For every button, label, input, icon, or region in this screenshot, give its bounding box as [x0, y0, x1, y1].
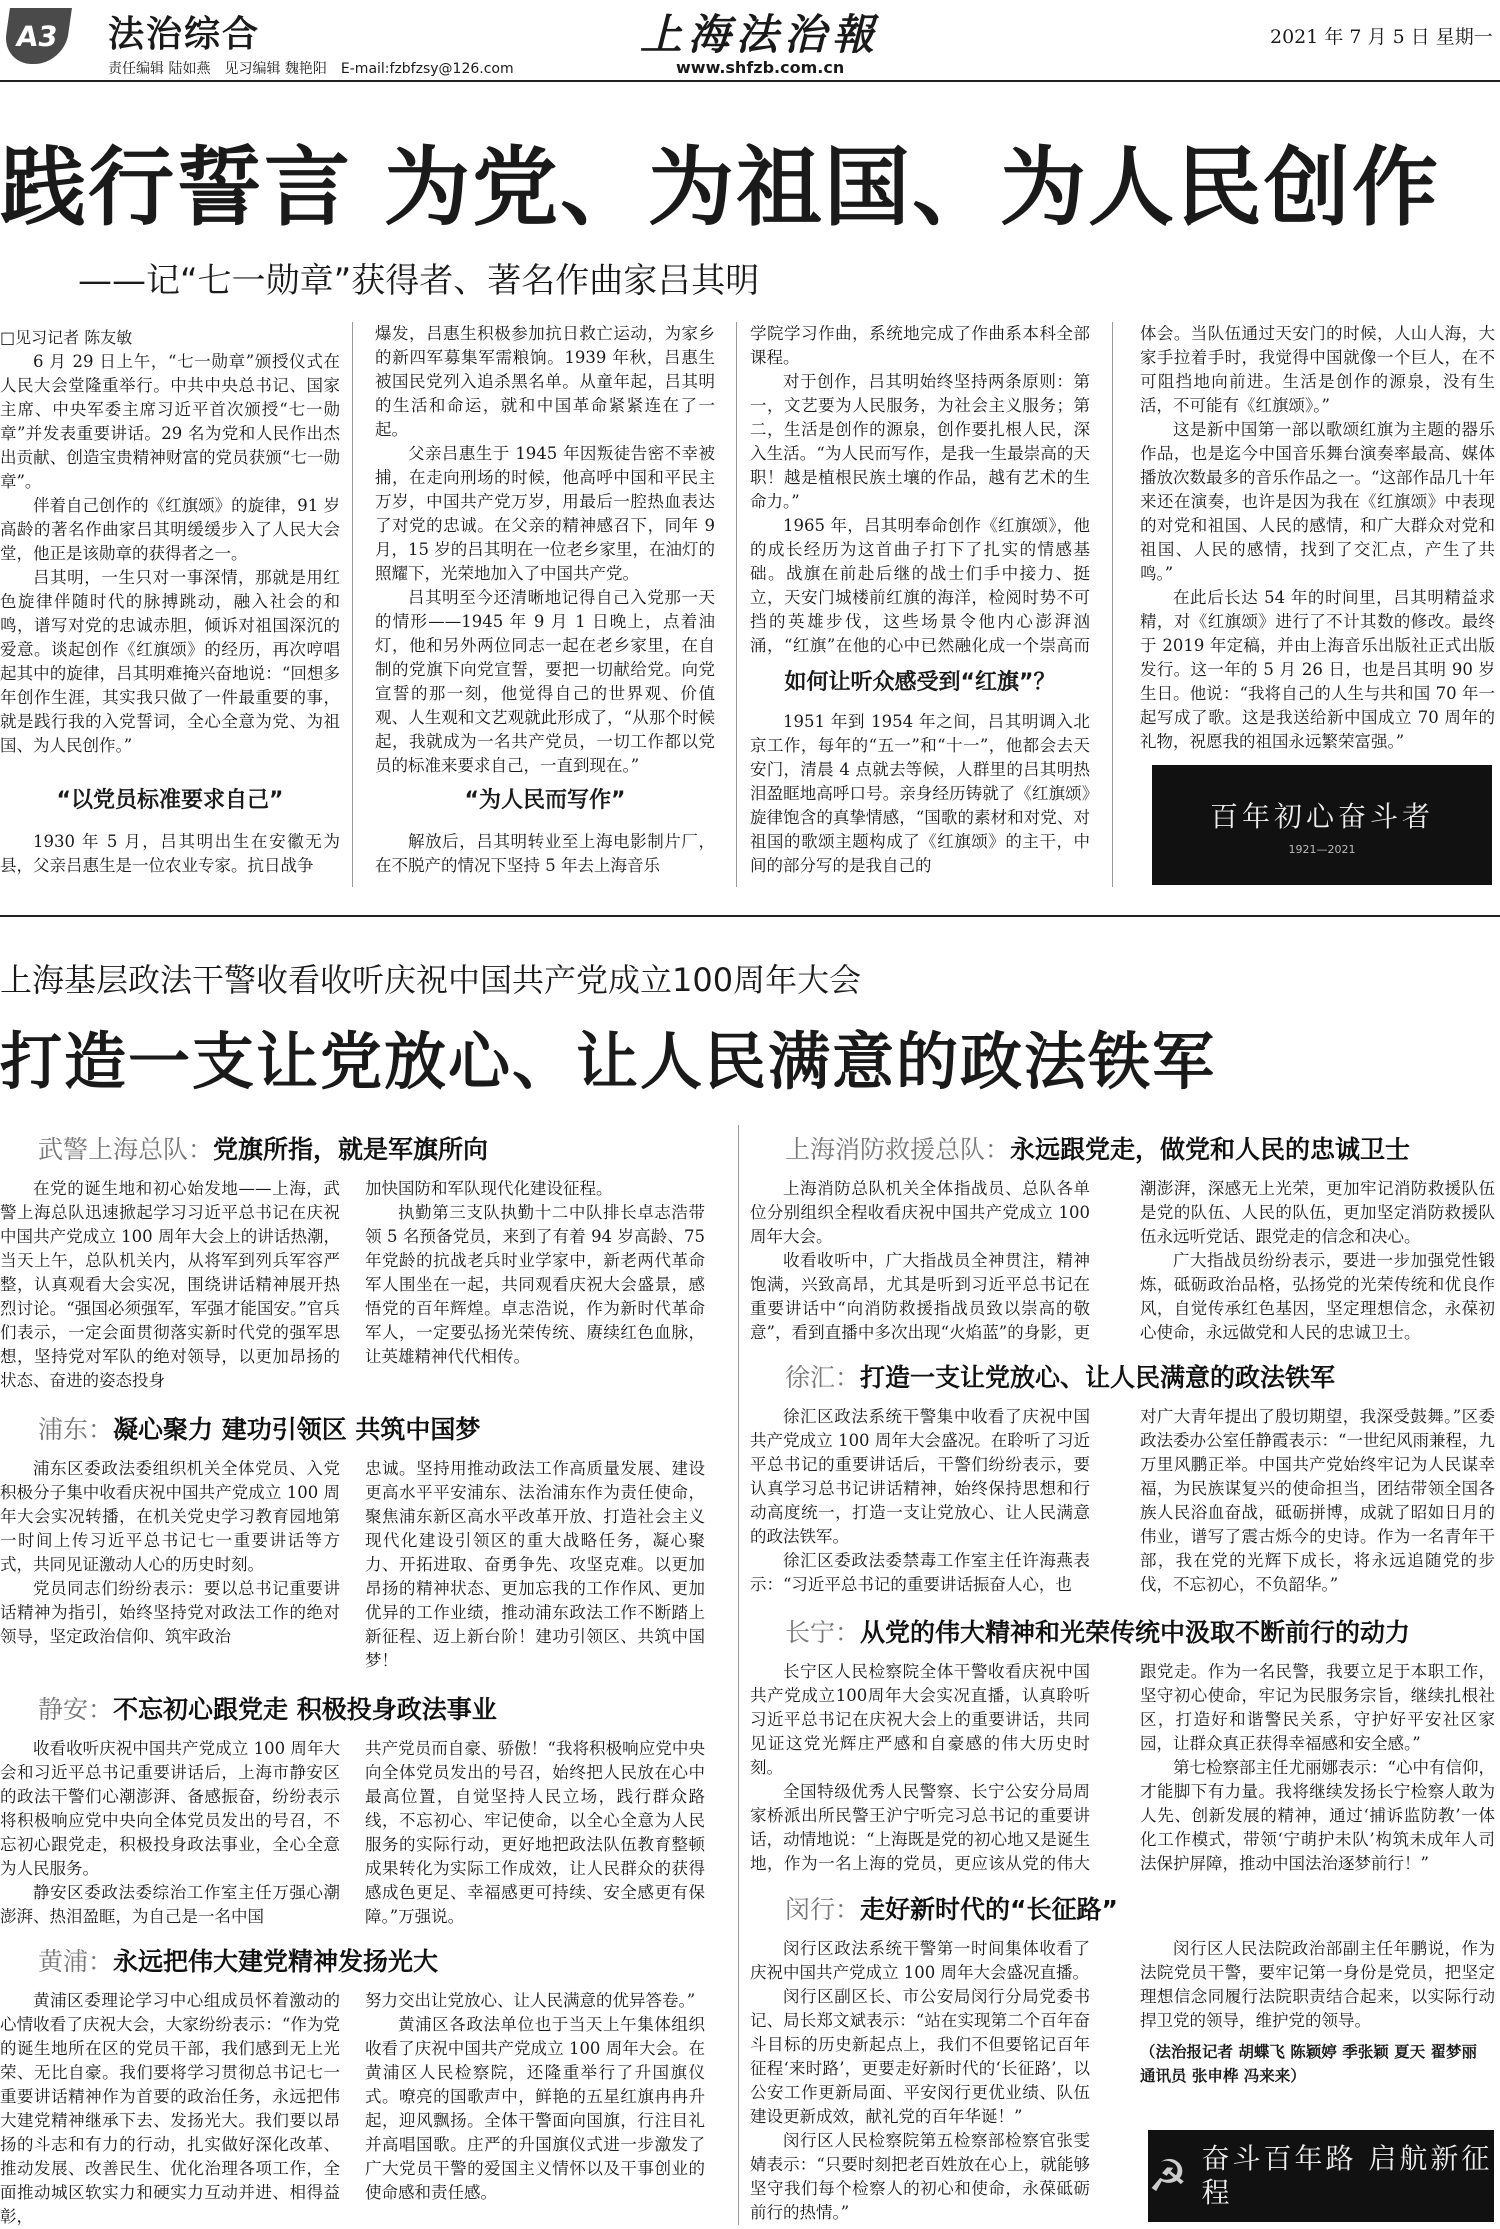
- pudong-column-1: [0, 1457, 340, 1675]
- story1-column-4: [1140, 322, 1495, 752]
- column-divider: [1112, 322, 1113, 887]
- paragraph: 执勤第三支队执勤十二中队排长卓志浩带领 5 名预备党员，来到了有着 94 岁高龄、75 年党龄的抗战老兵时业学家中，新老两代革命军人围坐在一起，共同观看庆祝大会盛景，感悟党的百年辉煌。卓志浩说，作为新时代革命军人，一定要弘扬光荣传统、赓续红色血脉，让英雄精神代代相传。: [365, 1203, 705, 1366]
- subhead-title: 凝心聚力 建功引领区 共筑中国梦: [113, 1415, 481, 1444]
- paragraph: 闵行区人民检察院第五检察部检察官张雯婧表示：“只要时刻把老百姓放在心上，就能够坚守我们每个检察人的初心和使命，永葆砥砺前行的热情。”: [750, 2131, 1090, 2222]
- paragraph: 浦东区委政法委组织机关全体党员、入党积极分子集中收看庆祝中国共产党成立 100 周年大会实况转播，在机关党史学习教育园地第一时间上传习近平总书记七一重要讲话等方式，共同见证激动人心的历史时刻。: [0, 1459, 340, 1574]
- paragraph: 吕其明至今还清晰地记得自己入党那一天的情形——1945 年 9 月 1 日晚上，点着油灯，他和另外两位同志一起在老乡家里，在自制的党旗下向党宣誓，要把一切献给党。向党宣誓的那一刻，他觉得自己的世界观、价值观、人生观和文艺观就此形成了，“从那个时候起，我就成为一名共产党员，一切工作都以党员的标准来要求自己，一直到现在。”: [375, 588, 715, 775]
- paragraph: 共产党员而自豪、骄傲！“我将积极响应党中央向全体党员发出的号召，始终把人民放在心中最高位置，自觉坚持人民立场，践行群众路线，不忘初心、牢记使命，以全心全意为人民服务的实际行动，更好地把政法队伍教育整顿成果转化为实际工作成效，让人民群众的获得感成色更足、幸福感更可持续、安全感更有保障。”万强说。: [365, 1739, 705, 1926]
- subhead-location: 上海消防救援总队：: [785, 1135, 1011, 1164]
- jingan-subhead: [38, 1690, 497, 1726]
- story2-kicker: 上海基层政法干警收看收听庆祝中国共产党成立100周年大会: [0, 961, 862, 999]
- banner-years: 1921—2021: [1288, 842, 1356, 856]
- wujing-column-1: [0, 1177, 340, 1395]
- paragraph: 1965 年，吕其明奉命创作《红旗颂》，他的成长经历为这首曲子打下了扎实的情感基础。战旗在前赴后继的战士们手中接力、挺立，天安门城楼前红旗的海洋，检阅时势不可挡的英雄步伐，这些场景令他内心澎湃汹涌，“红旗”在他的心中已然融化成一个崇高而: [750, 516, 1090, 655]
- minhang-column-2: [1140, 1937, 1495, 2033]
- paragraph: 1951 年到 1954 年之间，吕其明调入北京工作，每年的“五一”和“十一”，他都会去天安门，清晨 4 点就去等候，人群里的吕其明热泪盈眶地高呼口号。亲身经历铸就了《红旗颂》旋律饱含的真挚情感，“国歌的素材和对党、对祖国的歌颂主题构成了《红旗颂》的主干，中间的部分写的是我自己的: [750, 712, 1090, 875]
- huangpu-subhead: [38, 1942, 438, 1978]
- paragraph: 伴着自己创作的《红旗颂》的旋律，91 岁高龄的著名作曲家吕其明缓缓步入了人民大会堂，他正是该勋章的获得者之一。: [0, 496, 340, 563]
- huangpu-column-2: [365, 1989, 705, 2225]
- paragraph: 忠诚。坚持用推动政法工作高质量发展、建设更高水平平安浦东、法治浦东作为责任使命，聚焦浦东新区高水平改革开放、打造社会主义现代化建设引领区的重大战略任务，凝心聚力、开拓进取、奋勇争先、攻坚克难。以更加昂扬的精神状态、更加忘我的工作作风、更加优异的工作业绩，推动浦东政法工作不断踏上新征程、迈上新台阶！建功引领区、共筑中国梦！: [365, 1459, 705, 1670]
- paragraph: 第七检察部主任尤丽娜表示：“心中有信仰，才能脚下有力量。我将继续发扬长宁检察人敢为人先、创新发展的精神，通过‘捕诉监防教’一体化工作模式，带领‘宁萌护未队’构筑未成年人司法保护屏障，推动中国法治逐梦前行！”: [1140, 1758, 1495, 1873]
- xiaofang-column-1: [750, 1177, 1090, 1342]
- paragraph: 6 月 29 日上午，“七一勋章”颁授仪式在人民大会堂隆重举行。中共中央总书记、国家主席、中央军委主席习近平首次颁授“七一勋章”并发表重要讲话。29 名为党和人民作出杰出贡献、创造宝贵精神财富的党员获颁“七一勋章”。: [0, 352, 340, 491]
- subhead-title: 党旗所指，就是军旗所向: [213, 1135, 489, 1164]
- paragraph: 体会。当队伍通过天安门的时候，人山人海，大家手拉着手时，我觉得中国就像一个巨人，在不可阻挡地向前进。生活是创作的源泉，没有生活，不可能有《红旗颂》。”: [1140, 324, 1495, 415]
- story1-crosshead-3: 如何让听众感受到“红旗”？: [784, 670, 1056, 695]
- minhang-column-1: [750, 1937, 1090, 2227]
- story1-column-2b: [375, 830, 715, 880]
- story1-column-3: [750, 322, 1090, 657]
- xuhui-column-2: [1140, 1405, 1495, 1597]
- paragraph: 对于创作，吕其明始终坚持两条原则：第一，文艺要为人民服务，为社会主义服务；第二，生活是创作的源泉，创作要扎根人民，深入生活。“为人民而写作，是我一生最崇高的天职！越是植根民族土壤的作品，越有艺术的生命力。”: [750, 372, 1090, 511]
- paragraph: 跟党走。作为一名民警，我要立足于本职工作，坚守初心使命，牢记为民服务宗旨，继续扎根社区，打造好和谐警民关系，守护好平安社区家园，让群众真正获得幸福感和安全感。”: [1140, 1662, 1495, 1753]
- changning-column-2: [1140, 1660, 1495, 1875]
- paragraph: 闵行区人民法院政治部副主任年鹏说，作为法院党员干警，要牢记第一身份是党员，把坚定理想信念同履行法院职责结合起来，以实际行动捍卫党的领导，维护党的领导。: [1140, 1939, 1495, 2030]
- subhead-title: 永远跟党走，做党和人民的忠诚卫士: [1010, 1135, 1411, 1164]
- issue-date: 2021 年 7 月 5 日 星期一: [1270, 26, 1493, 48]
- minhang-subhead: [785, 1890, 1118, 1926]
- paragraph: 黄浦区各政法单位也于当天上午集体组织收看了庆祝中国共产党成立 100 周年大会。在黄浦区人民检察院，还隆重举行了升国旗仪式。嘹亮的国歌声中，鲜艳的五星红旗冉冉升起，迎风飘扬。全体干警面向国旗，行注目礼并高唱国歌。庄严的升国旗仪式进一步激发了广大党员干警的爱国主义情怀以及干事创业的使命感和责任感。: [365, 2015, 705, 2202]
- centennial-banner: [1152, 765, 1492, 885]
- paragraph: 爆发，吕惠生积极参加抗日救亡运动，为家乡的新四军募集军需粮饷。1939 年秋，吕惠生被国民党列入追杀黑名单。从童年起，吕其明的生活和命运，就和中国革命紧紧连在了一起。: [375, 324, 715, 439]
- xiaofang-subhead: [785, 1130, 1410, 1166]
- huangpu-column-1: [0, 1989, 340, 2225]
- jingan-column-2: [365, 1737, 705, 1927]
- column-divider: [736, 322, 737, 887]
- paragraph: 努力交出让党放心、让人民满意的优异答卷。”: [365, 1991, 696, 2010]
- subhead-location: 徐汇：: [785, 1363, 861, 1392]
- paragraph: 加快国防和军队现代化建设征程。: [365, 1179, 613, 1198]
- banner-title: 百年初心奋斗者: [1209, 799, 1434, 833]
- subhead-title: 打造一支让党放心、让人民满意的政法铁军: [860, 1363, 1336, 1392]
- story1-crosshead-1: “以党员标准要求自己”: [56, 788, 284, 813]
- paragraph: 收看收听中，广大指战员全神贯注，精神饱满，兴致高昂，尤其是听到习近平总书记在重要讲话中“向消防救援指战员致以崇高的敬意”，看到直播中多次出现“火焰蓝”的身影，更: [750, 1251, 1090, 1342]
- paragraph: 这是新中国第一部以歌颂红旗为主题的器乐作品，也是迄今中国音乐舞台演奏率最高、媒体播放次数最多的音乐作品之一。“这部作品几十年来还在演奏，也许是因为我在《红旗颂》中表现的对党和祖国、人民的感情，和广大群众对党和祖国、人民的感情，找到了交汇点，产生了共鸣。”: [1140, 420, 1495, 583]
- pudong-subhead: [38, 1410, 480, 1446]
- story1-subhead: ——记“七一勋章”获得者、著名作曲家吕其明: [78, 261, 760, 301]
- changning-subhead: [785, 1613, 1410, 1649]
- party-emblem-icon: ☭: [1148, 2150, 1188, 2202]
- paragraph: 吕其明，一生只对一事深情，那就是用红色旋律伴随时代的脉搏跳动，融入社会的和鸣，谱写对党的忠诚赤胆，倾诉对祖国深沉的爱意。谈起创作《红旗颂》的经历，再次哼唱起其中的旋律，吕其明难掩兴奋地说：“回想多年创作生涯，其实我只做了一件最重要的事，就是践行我的入党誓词，全心全意为党、为祖国、为人民创作。”: [0, 568, 340, 755]
- paragraph: 徐汇区政法系统干警集中收看了庆祝中国共产党成立 100 周年大会盛况。在聆听了习近平总书记的重要讲话后，干警们纷纷表示，要认真学习总书记讲话精神，始终保持思想和行动高度统一，打造一支让党放心、让人民满意的政法铁军。: [750, 1407, 1090, 1546]
- story2-headline: 打造一支让党放心、让人民满意的政法铁军: [0, 1025, 1217, 1098]
- paragraph: 收看收听庆祝中国共产党成立 100 周年大会和习近平总书记重要讲话后，上海市静安区的政法干警们心潮澎湃、备感振奋，纷纷表示将积极响应党中央向全体党员发出的号召，不忘初心跟党走，积极投身政法事业，全心全意为人民服务。: [0, 1739, 340, 1878]
- paragraph: 在党的诞生地和初心始发地——上海，武警上海总队迅速掀起学习习近平总书记在庆祝中国共产党成立 100 周年大会上的讲话热潮，当天上午，总队机关内，从将军到列兵军容严整，认真观看大会实况，围绕讲话精神展开热烈讨论。“强国必须强军，军强才能国安。”官兵们表示，一定会面贯彻落实新时代党的强军思想，坚持党对军队的绝对领导，以更加昂扬的状态、奋进的姿态投身: [0, 1179, 340, 1390]
- trainee-editor: 见习编辑 魏艳阳: [224, 61, 327, 77]
- centennial-banner-2: [1148, 2130, 1494, 2222]
- paragraph: 徐汇区委政法委禁毒工作室主任许海燕表示：“习近平总书记的重要讲话振奋人心，也: [750, 1551, 1090, 1594]
- story1-byline: □见习记者 陈友敏: [0, 328, 133, 347]
- paragraph: 黄浦区委理论学习中心组成员怀着激动的心情收看了庆祝大会，大家纷纷表示：“作为党的诞生地所在区的党员干部，我们感到无上光荣、无比自豪。我们要将学习贯彻总书记七一重要讲话精神作为首要的政治任务，永远把伟大建党精神继承下去、发扬光大。我们要以昂扬的斗志和有力的行动，扎实做好深化改革、推动发展、改善民生、优化治理各项工作，全面推动城区软实力和硬实力互动并进、相得益彰，: [0, 1991, 340, 2225]
- paragraph: 解放后，吕其明转业至上海电影制片厂，在不脱产的情况下坚持 5 年去上海音乐: [375, 832, 715, 875]
- paragraph: 1930 年 5 月，吕其明出生在安徽无为县，父亲吕惠生是一位农业专家。抗日战争: [0, 832, 340, 875]
- subhead-title: 走好新时代的“长征路”: [860, 1895, 1118, 1924]
- pudong-column-2: [365, 1457, 705, 1675]
- subhead-location: 武警上海总队：: [38, 1135, 214, 1164]
- subhead-title: 永远把伟大建党精神发扬光大: [113, 1947, 439, 1976]
- subhead-title: 不忘初心跟党走 积极投身政法事业: [113, 1695, 497, 1724]
- jingan-column-1: [0, 1737, 340, 1927]
- reporters-signature: （法治报记者 胡蝶飞 陈颖婷 季张颖 夏天 翟梦丽 通讯员 张申桦 冯来来）: [1140, 2043, 1477, 2085]
- paragraph: 学院学习作曲，系统地完成了作曲系本科全部课程。: [750, 324, 1090, 367]
- page-number-badge: A3: [2, 8, 72, 64]
- editors-line: [108, 58, 528, 78]
- paragraph: 父亲吕惠生于 1945 年因叛徒告密不幸被捕，在走向刑场的时候，他高呼中国和平民主万岁，中国共产党万岁，用最后一腔热血表达了对党的忠诚。在父亲的精神感召下，同年 9 月，15 岁的吕其明在一位老乡家里，在油灯的照耀下，光荣地加入了中国共产党。: [375, 444, 715, 583]
- section-divider: [0, 915, 1500, 917]
- paragraph: 在此后长达 54 年的时间里，吕其明精益求精，对《红旗颂》进行了不计其数的修改。最终于 2019 年定稿，并由上海音乐出版社正式出版发行。这一年的 5 月 26 日，也是吕其明 90 岁生日。他说：“我将自己的人生与共和国 70 年一起写成了歌。这是我送给新中国成立 70 周年的礼物，祝愿我的祖国永远繁荣富强。”: [1140, 588, 1495, 751]
- wujing-subhead: [38, 1130, 488, 1166]
- paragraph: 全国特级优秀人民警察、长宁公安分局周家桥派出所民警王沪宁听完习总书记的重要讲话，动情地说：“上海既是党的初心地又是诞生地，作为一名上海的党员，更应该从党的伟大: [750, 1782, 1090, 1873]
- subhead-location: 闵行：: [785, 1895, 861, 1924]
- story1-column-1b: [0, 830, 340, 880]
- wujing-column-2: [365, 1177, 705, 1395]
- subhead-location: 静安：: [38, 1695, 114, 1724]
- story1-column-3b: [750, 710, 1090, 880]
- paragraph: 潮澎湃，深感无上光荣，更加牢记消防救援队伍是党的队伍、人民的队伍，更加坚定消防救援队伍永远听党话、跟党走的信念和决心。: [1140, 1179, 1495, 1246]
- column-divider: [738, 1125, 739, 2225]
- paragraph: 闵行区政法系统干警第一时间集体收看了庆祝中国共产党成立 100 周年大会盛况直播。: [750, 1939, 1090, 1982]
- subhead-title: 从党的伟大精神和光荣传统中汲取不断前行的动力: [860, 1618, 1411, 1647]
- story1-crosshead-2: “为人民而写作”: [464, 788, 626, 813]
- subhead-location: 黄浦：: [38, 1947, 114, 1976]
- section-name: 法治综合: [108, 14, 261, 55]
- paragraph: 党员同志们纷纷表示：要以总书记重要讲话精神为指引，始终坚持党对政法工作的绝对领导，坚定政治信仰、筑牢政治: [0, 1579, 340, 1646]
- paragraph: 广大指战员纷纷表示，要进一步加强党性锻炼，砥砺政治品格，弘扬党的光荣传统和优良作风，自觉传承红色基因，坚定理想信念，永葆初心使命，永远做党和人民的忠诚卫士。: [1140, 1251, 1495, 1342]
- editor-email: E-mail:fzbfzsy@126.com: [340, 61, 514, 77]
- changning-column-1: [750, 1660, 1090, 1875]
- story1-column-1: [0, 350, 340, 775]
- newspaper-masthead: 上海法治報: [640, 10, 881, 59]
- xiaofang-column-2: [1140, 1177, 1495, 1342]
- xuhui-subhead: [785, 1358, 1335, 1394]
- paragraph: 长宁区人民检察院全体干警收看庆祝中国共产党成立100周年大会实况直播，认真聆听习近平总书记在庆祝大会上的重要讲话，共同见证这党光辉庄严感和自豪感的伟大历史时刻。: [750, 1662, 1090, 1777]
- story1-column-2: [375, 322, 715, 775]
- subhead-location: 长宁：: [785, 1618, 861, 1647]
- paragraph: 上海消防总队机关全体指战员、总队各单位分别组织全程收看庆祝中国共产党成立 100 周年大会。: [750, 1179, 1090, 1246]
- column-divider: [352, 322, 353, 887]
- paragraph: 闵行区副区长、市公安局闵行分局党委书记、局长郑文斌表示：“站在实现第二个百年奋斗目标的历史新起点上，我们不但要铭记百年征程‘来时路’，更要走好新时代的‘长征路’，以公安工作更新局面、平安闵行更优业绩、队伍建设更新成效，献礼党的百年华诞！”: [750, 1987, 1090, 2126]
- banner2-title: 奋斗百年路 启航新征程: [1201, 2142, 1493, 2209]
- website-url: www.shfzb.com.cn: [676, 58, 845, 77]
- subhead-location: 浦东：: [38, 1415, 114, 1444]
- xuhui-column-1: [750, 1405, 1090, 1597]
- chief-editor: 责任编辑 陆如燕: [108, 61, 211, 77]
- story1-headline: 践行誓言 为党、为祖国、为人民创作: [0, 138, 1440, 238]
- paragraph: 对广大青年提出了殷切期望，我深受鼓舞。”区委政法委办公室任静霞表示：“一世纪风雨兼程，九万里风鹏正举。中国共产党始终牢记为人民谋幸福，为民族谋复兴的使命担当，团结带领全国各族人民浴血奋战，砥砺拼博，成就了昭如日月的伟业，谱写了震古烁今的史诗。作为一名青年干部，我在党的光辉下成长，将永远追随党的步伐，不忘初心，不负韶华。”: [1140, 1407, 1495, 1594]
- paragraph: 静安区委政法委综治工作室主任万强心潮澎湃、热泪盈眶，为自己是一名中国: [0, 1883, 340, 1926]
